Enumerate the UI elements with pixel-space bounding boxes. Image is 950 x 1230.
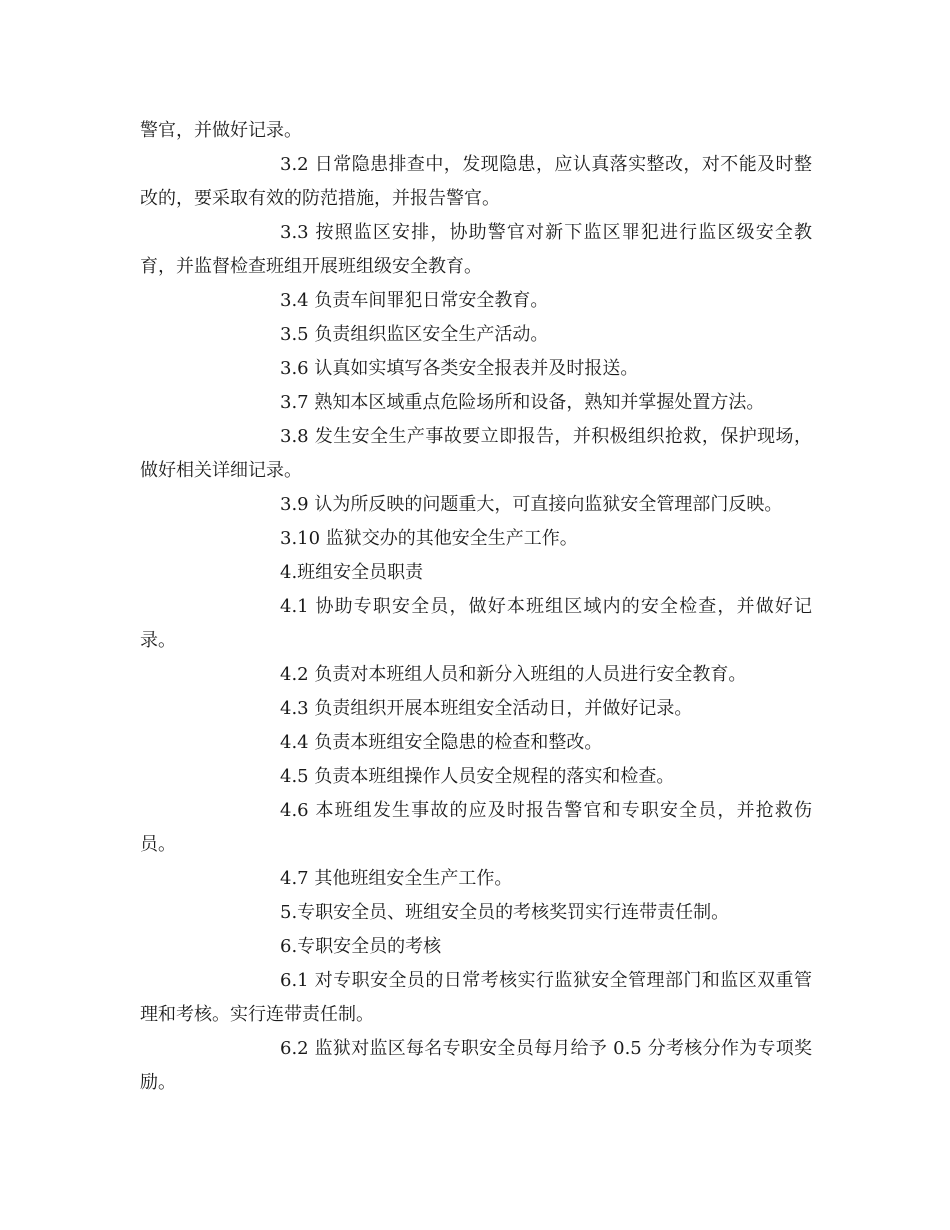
paragraph: 6.2 监狱对监区每名专职安全员每月给予 0.5 分考核分作为专项奖励。 [140,1038,812,1093]
paragraph: 3.2 日常隐患排查中，发现隐患，应认真落实整改，对不能及时整改的，要采取有效的防范措施，并报告警官。 [140,154,812,209]
paragraph: 警官，并做好记录。 [140,120,302,141]
paragraph: 4.1 协助专职安全员，做好本班组区域内的安全检查，并做好记录。 [140,596,812,651]
section-heading: 6.专职安全员的考核 [280,936,442,957]
paragraph: 3.7 熟知本区域重点危险场所和设备，熟知并掌握处置方法。 [280,392,765,413]
paragraph: 3.4 负责车间罪犯日常安全教育。 [280,290,549,311]
section-heading: 4.班组安全员职责 [280,562,424,583]
paragraph: 4.5 负责本班组操作人员安全规程的落实和检查。 [280,766,675,787]
paragraph: 4.4 负责本班组安全隐患的检查和整改。 [280,732,603,753]
section-heading: 5.专职安全员、班组安全员的考核奖罚实行连带责任制。 [280,902,730,923]
paragraph: 4.7 其他班组安全生产工作。 [280,868,513,889]
paragraph: 4.2 负责对本班组人员和新分入班组的人员进行安全教育。 [280,664,747,685]
paragraph: 3.5 负责组织监区安全生产活动。 [280,324,549,345]
paragraph: 4.6 本班组发生事故的应及时报告警官和专职安全员，并抢救伤员。 [140,800,812,855]
paragraph: 3.9 认为所反映的问题重大，可直接向监狱安全管理部门反映。 [280,494,783,515]
paragraph: 4.3 负责组织开展本班组安全活动日，并做好记录。 [280,698,693,719]
paragraph: 3.3 按照监区安排，协助警官对新下监区罪犯进行监区级安全教育，并监督检查班组开展班组级安全教育。 [140,222,812,277]
paragraph: 6.1 对专职安全员的日常考核实行监狱安全管理部门和监区双重管理和考核。实行连带责任制。 [140,970,812,1025]
paragraph: 3.6 认真如实填写各类安全报表并及时报送。 [280,358,639,379]
paragraph: 3.8 发生安全生产事故要立即报告，并积极组织抢救，保护现场，做好相关详细记录。 [140,426,812,481]
paragraph: 3.10 监狱交办的其他安全生产工作。 [280,528,578,549]
document-body [140,114,812,1100]
